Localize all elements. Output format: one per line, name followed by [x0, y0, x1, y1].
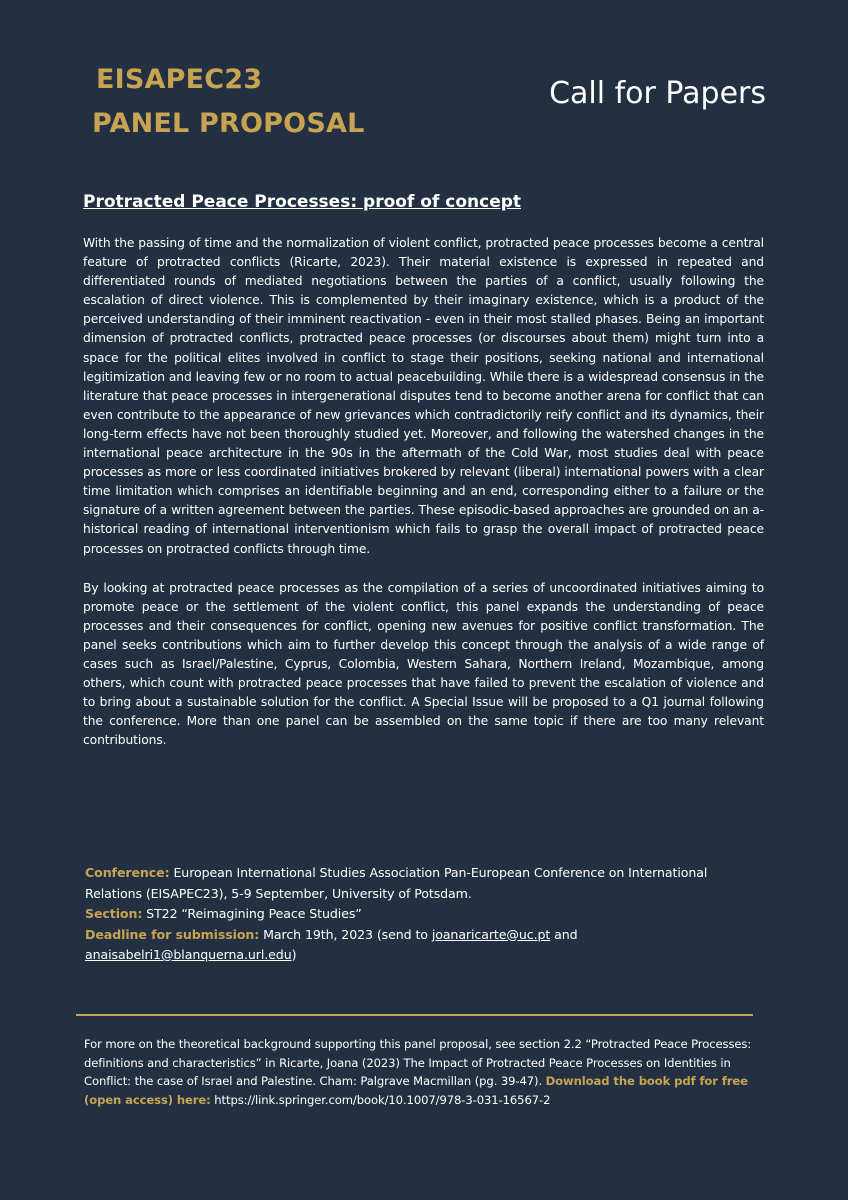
- main-content: [83, 192, 764, 770]
- body-paragraph-2: By looking at protracted peace processes as the compilation of a series of uncoordinated initiatives aiming to promote peace or the settlement of the violent conflict, this panel expands the understanding of peace processes and their consequences for conflict, opening new avenues for positive conflict transformation. The panel seeks contributions which aim to further develop this concept through the analysis of a wide range of cases such as Israel/Palestine, Cyprus, Colombia, Western Sahara, Northern Ireland, Mozambique, among others, which count with protracted peace processes that have failed to prevent the escalation of violence and to bring about a sustainable solution for the conflict. A Special Issue will be proposed to a Q1 journal following the conference. More than one panel can be assembled on the same topic if there are too many relevant contributions.: [83, 580, 764, 748]
- section-line: [85, 904, 765, 925]
- call-for-papers-title: Call for Papers: [549, 76, 766, 111]
- footer-note: [84, 1035, 774, 1109]
- panel-proposal-heading: [92, 58, 364, 146]
- conference-value: European International Studies Association Pan-European Conference on International Relations (EISAPEC23), 5-9 September, University of Potsdam.: [85, 865, 708, 901]
- book-url-link[interactable]: https://link.springer.com/book/10.1007/978-3-031-16567-2: [210, 1092, 551, 1107]
- footer-text: For more on the theoretical background supporting this panel proposal, see section 2.2 “Protracted Peace Processes: definitions and characteristics” in Ricarte, Joana (2023) The Impact of Protracted Peace Processes on Identities in Conflict: the case of Israel and Palestine. Cham: Palgrave Macmillan (pg. 39-47).: [84, 1037, 752, 1088]
- conference-label: Conference:: [85, 865, 170, 880]
- deadline-value: March 19th, 2023 (send to: [259, 926, 432, 942]
- email-link-anaisabel[interactable]: anaisabelri1@blanquerna.url.edu: [85, 947, 292, 962]
- section-label: Section:: [85, 906, 143, 921]
- and-text: and: [550, 926, 578, 942]
- submission-info: [85, 863, 765, 966]
- conference-line: [85, 863, 765, 904]
- heading-line-eisapec: EISAPEC23: [96, 64, 263, 95]
- download-label: Download the book pdf for free (open access) here:: [84, 1074, 748, 1107]
- body-paragraph-1: With the passing of time and the normalization of violent conflict, protracted peace processes become a central feature of protracted conflicts (Ricarte, 2023). Their material existence is expressed in repeated and differentiated rounds of mediated negotiations between the parties of a conflict, usually following the escalation of direct violence. This is complemented by their imaginary existence, which is a product of the perceived understanding of their imminent reactivation - even in their most stalled phases. Being an important dimension of protracted conflicts, protracted peace processes (or discourses about them) might turn into a space for the political elites involved in conflict to stage their positions, seeking national and international legitimization and leaving few or no room to actual peacebuilding. While there is a widespread consensus in the literature that peace processes in intergenerational disputes tend to become another arena for conflict that can even contribute to the appearance of new grievances which contradictorily reify conflict and its dynamics, their long-term effects have not been thoroughly studied yet. Moreover, and following the watershed changes in the international peace architecture in the 90s in the aftermath of the Cold War, most studies deal with peace processes as more or less coordinated initiatives brokered by relevant (liberal) international powers with a clear time limitation which comprises an identifiable beginning and an end, corresponding either to a failure or the signature of a written agreement between the parties. These episodic-based approaches are grounded on an a-historical reading of international interventionism which fails to grasp the overall impact of protracted peace processes on protracted conflicts through time.: [83, 236, 764, 556]
- email-link-joana[interactable]: joanaricarte@uc.pt: [431, 926, 551, 942]
- deadline-label: Deadline for submission:: [85, 926, 260, 942]
- deadline-line: [85, 925, 765, 966]
- panel-title: Protracted Peace Processes: proof of concept: [83, 192, 522, 212]
- heading-line-panel-proposal: PANEL PROPOSAL: [92, 108, 365, 139]
- close-paren: ): [291, 947, 297, 962]
- section-value: ST22 “Reimagining Peace Studies”: [142, 906, 362, 921]
- gold-divider: [76, 1014, 753, 1016]
